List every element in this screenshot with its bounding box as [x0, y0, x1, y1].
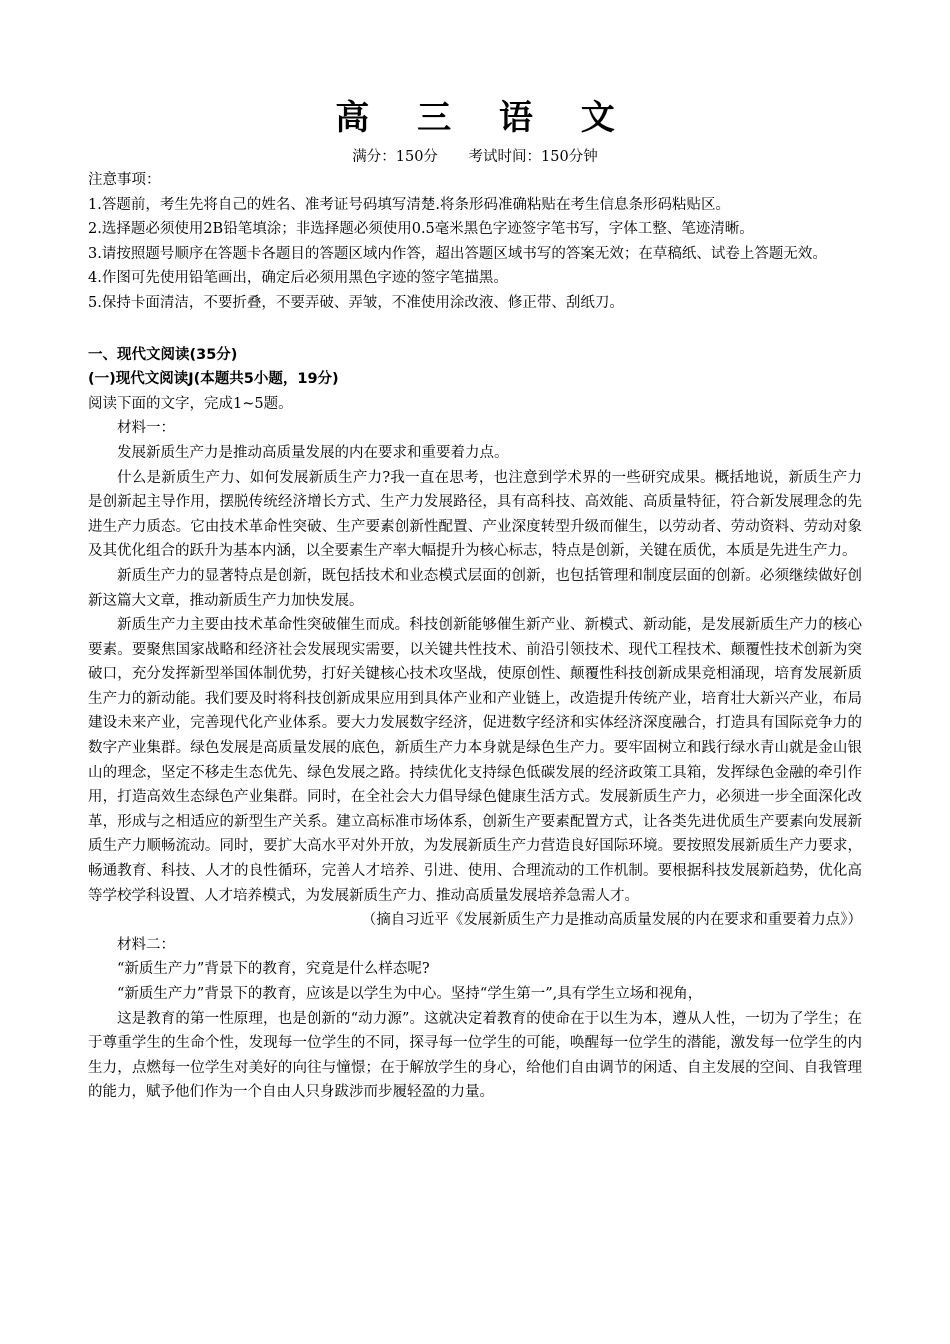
note-item: 3.请按照题号顺序在答题卡各题目的答题区域内作答，超出答题区域书写的答案无效；在草稿纸、试卷上答题无效。: [88, 245, 827, 262]
material-paragraph: 什么是新质生产力、如何发展新质生产力?我一直在思考，也注意到学术界的一些研究成果。概括地说，新质生产力是创新起主导作用，摆脱传统经济增长方式、生产力发展路径，具有高科技、高效能、高质量特征，符合新发展理念的先进生产力质态。它由技术革命性突破、生产要素创新性配置、产业深度转型升级而催生，以劳动者、劳动资料、劳动对象及其优化组合的跃升为基本内涵，以全要素生产率大幅提升为核心标志，特点是创新，关键在质优，本质是先进生产力。: [88, 469, 862, 560]
material-label: 材料二：: [117, 936, 175, 953]
exam-page: [88, 96, 862, 1105]
material-source: （摘自习近平《发展新质生产力是推动高质量发展的内在要求和重要着力点》）: [361, 912, 862, 929]
material-paragraph: “新质生产力”背景下的教育，究竟是什么样态呢?: [117, 961, 430, 978]
note-item: 2.选择题必须使用2B铅笔填涂；非选择题必须使用0.5毫米黑色字迹签字笔书写，字体工整、笔迹清晰。: [88, 221, 754, 238]
material-paragraph: “新质生产力”背景下的教育，应该是以学生为中心。坚持“学生第一”,具有学生立场和视角，: [117, 986, 703, 1002]
note-item: 1.答题前，考生先将自己的姓名、准考证号码填写清楚.将条形码准确粘贴在考生信息条形码粘贴区。: [88, 196, 730, 213]
subsection-heading: (一)现代文阅读J(本题共5小题，19分): [88, 371, 339, 388]
material-label: 材料一：: [117, 420, 175, 437]
material-paragraph: 这是教育的第一性原理，也是创新的“动力源”。这就决定着教育的使命在于以生为本，遵从人性，一切为了学生；在于尊重学生的生命个性，发现每一位学生的不同，探寻每一位学生的可能，唤醒每一位学生的潜能，激发每一位学生的内生力，点燃每一位学生对美好的向往与憧憬；在于解放学生的身心，给他们自由调节的闲适、自主发展的空间、自我管理的能力，赋予他们作为一个自由人只身跋涉而步履轻盈的力量。: [88, 1010, 862, 1101]
reading-instruction: 阅读下面的文字，完成1~5题。: [88, 395, 293, 412]
exam-time: 考试时间：150分钟: [468, 149, 598, 165]
full-score: 满分：150分: [352, 149, 438, 165]
notes-heading: 注意事项：: [88, 172, 161, 188]
section-heading: 一、现代文阅读(35分): [88, 346, 238, 363]
material-paragraph: 新质生产力主要由技术革命性突破催生而成。科技创新能够催生新产业、新模式、新动能，是发展新质生产力的核心要素。要聚焦国家战略和经济社会发展现实需要，以关键共性技术、前沿引领技术、现代工程技术、颠覆性技术创新为突破口，充分发挥新型举国体制优势，打好关键核心技术攻坚战，使原创性、颠覆性科技创新成果竞相涌现，培育发展新质生产力的新动能。我们要及时将科技创新成果应用到具体产业和产业链上，改造提升传统产业，培育壮大新兴产业，布局建设未来产业，完善现代化产业体系。要大力发展数字经济，促进数字经济和实体经济深度融合，打造具有国际竞争力的数字产业集群。绿色发展是高质量发展的底色，新质生产力本身就是绿色生产力。要牢固树立和践行绿水青山就是金山银山的理念，坚定不移走生态优先、绿色发展之路。持续优化支持绿色低碳发展的经济政策工具箱，发挥绿色金融的牵引作用，打造高效生态绿色产业集群。同时，在全社会大力倡导绿色健康生活方式。发展新质生产力，必须进一步全面深化改革，形成与之相适应的新型生产关系。建立高标准市场体系，创新生产要素配置方式，让各类先进优质生产要素向发展新质生产力顺畅流动。同时，要扩大高水平对外开放，为发展新质生产力营造良好国际环境。要按照发展新质生产力要求，畅通教育、科技、人才的良性循环，完善人才培养、引进、使用、合理流动的工作机制。要根据科技发展新趋势，优化高等学校学科设置、人才培养模式，为发展新质生产力、推动高质量发展培养急需人才。: [88, 617, 862, 904]
exam-info: [88, 146, 862, 168]
note-item: 5.保持卡面清洁，不要折叠，不要弄破、弄皱，不准使用涂改液、修正带、刮纸刀。: [88, 294, 624, 311]
material-paragraph: 发展新质生产力是推动高质量发展的内在要求和重要着力点。: [117, 444, 509, 461]
page-title: 高 三 语 文: [335, 98, 633, 138]
note-item: 4.作图可先使用铅笔画出，确定后必须用黑色字迹的签字笔描黑。: [88, 270, 508, 287]
material-paragraph: 新质生产力的显著特点是创新，既包括技术和业态模式层面的创新，也包括管理和制度层面的创新。必须继续做好创新这篇大文章，推动新质生产力加快发展。: [88, 567, 862, 609]
